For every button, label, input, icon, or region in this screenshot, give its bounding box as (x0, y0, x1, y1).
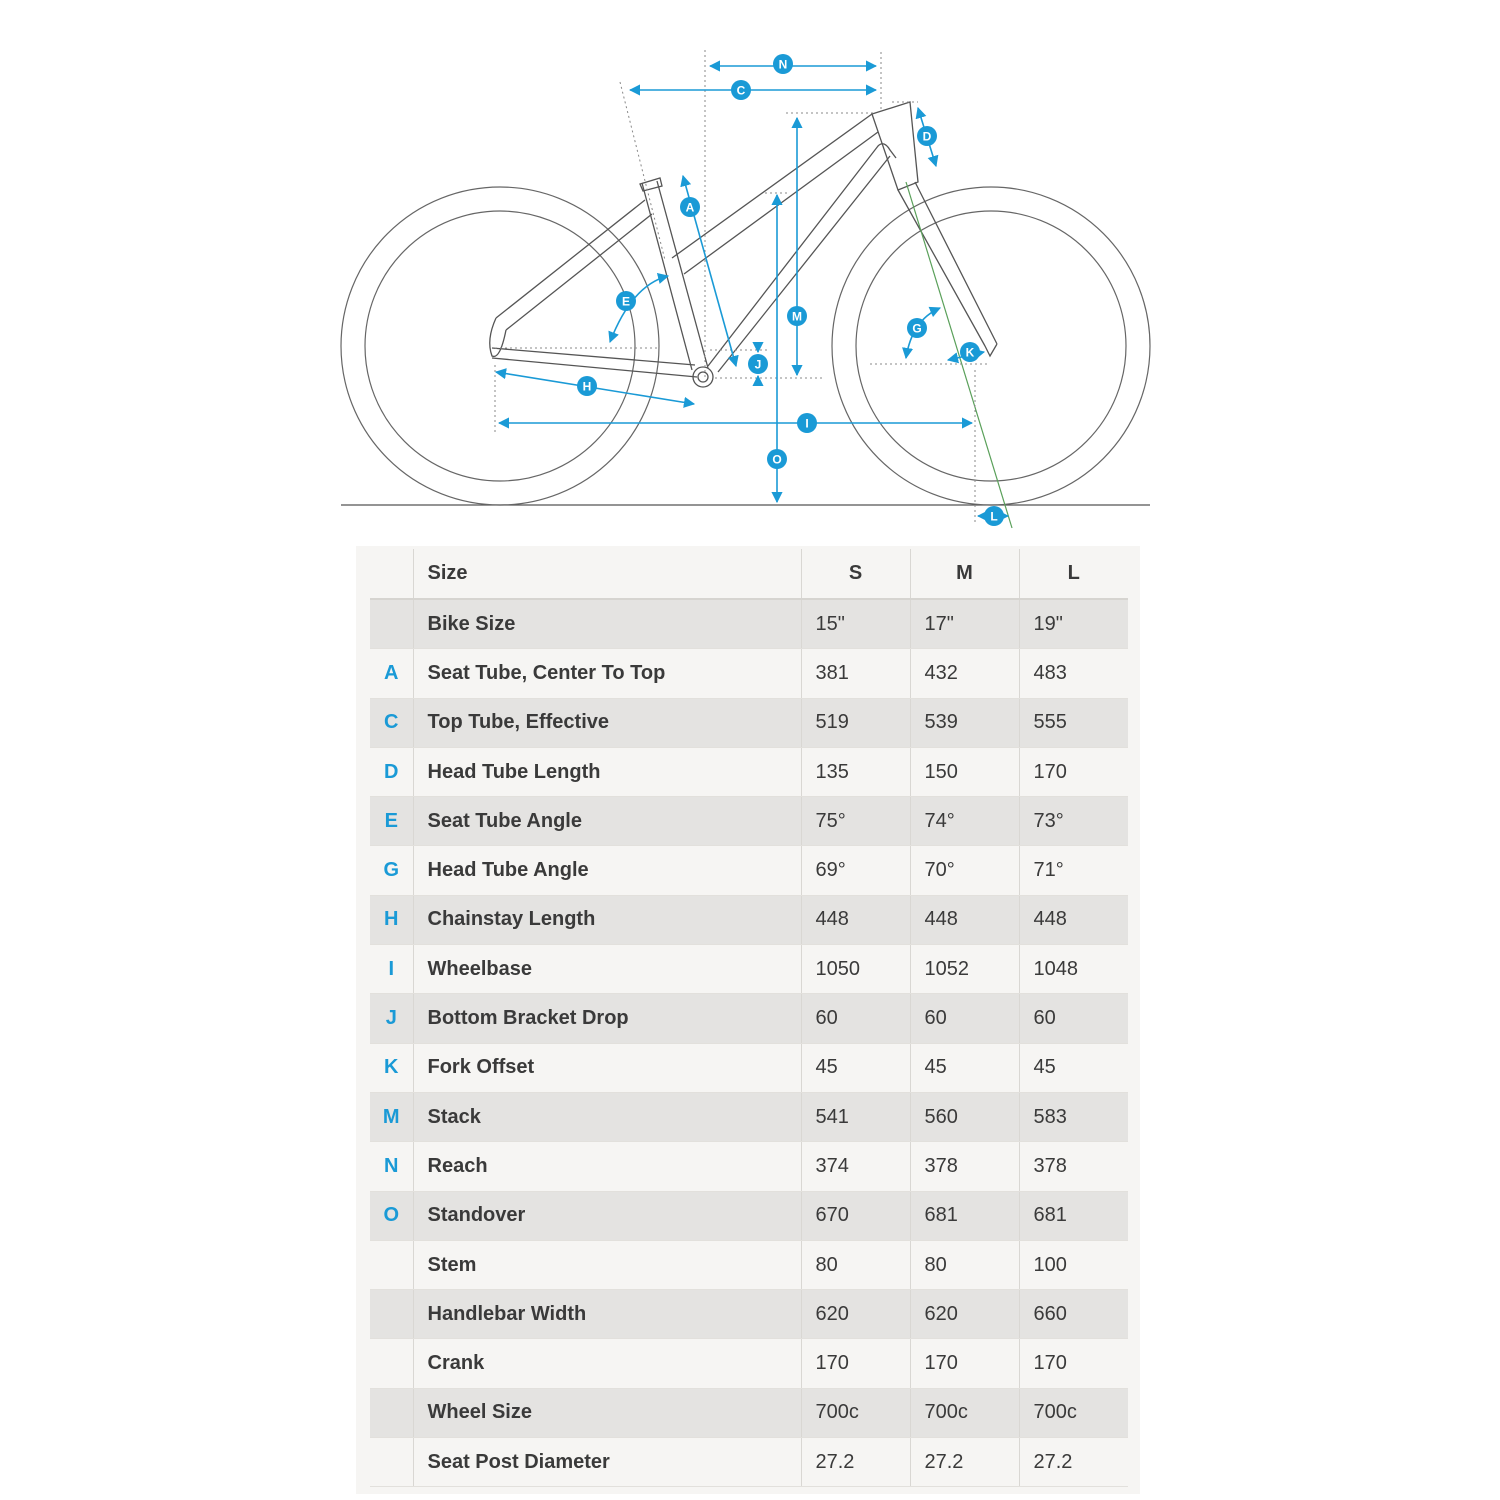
row-value-s: 80 (801, 1240, 910, 1289)
row-value-l: 583 (1019, 1092, 1128, 1141)
front-wheel (832, 187, 1150, 505)
row-letter: E (370, 797, 413, 846)
header-l: L (1019, 549, 1128, 599)
row-value-s: 45 (801, 1043, 910, 1092)
table-row (370, 1092, 1128, 1141)
table-row (370, 1142, 1128, 1191)
row-value-l: 100 (1019, 1240, 1128, 1289)
row-value-l: 448 (1019, 895, 1128, 944)
table-row (370, 698, 1128, 747)
row-value-m: 432 (910, 649, 1019, 698)
row-name: Bottom Bracket Drop (413, 994, 801, 1043)
label-H (577, 376, 597, 396)
row-value-l: 1048 (1019, 945, 1128, 994)
row-value-m: 448 (910, 895, 1019, 944)
row-name: Seat Tube, Center To Top (413, 649, 801, 698)
row-value-m: 45 (910, 1043, 1019, 1092)
header-size: Size (413, 549, 801, 599)
label-A (680, 197, 700, 217)
table-row (370, 1290, 1128, 1339)
bike-geometry-diagram (0, 0, 1500, 540)
row-name: Seat Post Diameter (413, 1438, 801, 1487)
geometry-table (370, 549, 1128, 1487)
label-J (748, 354, 768, 374)
row-letter: I (370, 945, 413, 994)
row-value-l: 170 (1019, 747, 1128, 796)
row-value-l: 19" (1019, 599, 1128, 649)
header-m: M (910, 549, 1019, 599)
svg-text:C: C (736, 83, 746, 98)
row-value-l: 700c (1019, 1388, 1128, 1437)
row-letter (370, 1388, 413, 1437)
row-name: Head Tube Angle (413, 846, 801, 895)
row-letter: G (370, 846, 413, 895)
row-value-s: 1050 (801, 945, 910, 994)
steering-axis-line (906, 182, 1012, 528)
row-letter (370, 1240, 413, 1289)
row-value-s: 75° (801, 797, 910, 846)
row-letter: K (370, 1043, 413, 1092)
row-letter (370, 1438, 413, 1487)
row-letter (370, 1290, 413, 1339)
table-row (370, 1438, 1128, 1487)
row-letter (370, 599, 413, 649)
table-row (370, 599, 1128, 649)
row-value-m: 700c (910, 1388, 1019, 1437)
row-letter: H (370, 895, 413, 944)
label-D (917, 126, 937, 146)
row-name: Seat Tube Angle (413, 797, 801, 846)
row-name: Reach (413, 1142, 801, 1191)
label-L (984, 506, 1004, 526)
table-row (370, 797, 1128, 846)
row-name: Handlebar Width (413, 1290, 801, 1339)
row-value-s: 620 (801, 1290, 910, 1339)
svg-text:A: A (685, 200, 695, 215)
row-value-l: 27.2 (1019, 1438, 1128, 1487)
rear-wheel (341, 187, 659, 505)
row-value-s: 448 (801, 895, 910, 944)
row-value-m: 170 (910, 1339, 1019, 1388)
row-value-l: 71° (1019, 846, 1128, 895)
row-value-s: 135 (801, 747, 910, 796)
row-value-s: 381 (801, 649, 910, 698)
svg-text:D: D (922, 129, 932, 144)
row-value-s: 27.2 (801, 1438, 910, 1487)
row-letter: D (370, 747, 413, 796)
row-value-s: 541 (801, 1092, 910, 1141)
row-name: Crank (413, 1339, 801, 1388)
row-value-m: 74° (910, 797, 1019, 846)
row-value-s: 15" (801, 599, 910, 649)
row-letter: O (370, 1191, 413, 1240)
table-row (370, 1191, 1128, 1240)
row-value-m: 539 (910, 698, 1019, 747)
label-K (960, 342, 980, 362)
table-row (370, 945, 1128, 994)
row-value-s: 374 (801, 1142, 910, 1191)
row-value-l: 45 (1019, 1043, 1128, 1092)
row-value-l: 378 (1019, 1142, 1128, 1191)
row-value-m: 27.2 (910, 1438, 1019, 1487)
row-name: Stem (413, 1240, 801, 1289)
row-value-l: 660 (1019, 1290, 1128, 1339)
row-value-m: 150 (910, 747, 1019, 796)
row-value-s: 700c (801, 1388, 910, 1437)
svg-text:L: L (990, 509, 998, 524)
row-value-l: 681 (1019, 1191, 1128, 1240)
svg-text:J: J (754, 357, 762, 372)
row-name: Stack (413, 1092, 801, 1141)
header-letter-cell (370, 549, 413, 599)
table-row (370, 1388, 1128, 1437)
row-value-m: 17" (910, 599, 1019, 649)
row-name: Bike Size (413, 599, 801, 649)
row-name: Fork Offset (413, 1043, 801, 1092)
label-E (616, 291, 636, 311)
svg-text:H: H (582, 379, 592, 394)
svg-text:N: N (778, 57, 788, 72)
svg-text:E: E (621, 294, 631, 309)
row-value-l: 170 (1019, 1339, 1128, 1388)
table-row (370, 1240, 1128, 1289)
label-C (731, 80, 751, 100)
table-row (370, 846, 1128, 895)
svg-text:O: O (772, 452, 782, 467)
row-name: Head Tube Length (413, 747, 801, 796)
row-value-m: 378 (910, 1142, 1019, 1191)
row-value-m: 60 (910, 994, 1019, 1043)
table-row (370, 1339, 1128, 1388)
row-letter: J (370, 994, 413, 1043)
svg-text:K: K (965, 345, 975, 360)
label-O (767, 449, 787, 469)
row-value-l: 73° (1019, 797, 1128, 846)
row-name: Wheelbase (413, 945, 801, 994)
svg-text:I: I (805, 416, 809, 431)
table-row (370, 994, 1128, 1043)
row-value-s: 670 (801, 1191, 910, 1240)
row-name: Top Tube, Effective (413, 698, 801, 747)
row-letter: N (370, 1142, 413, 1191)
table-row (370, 895, 1128, 944)
bike-frame (490, 102, 997, 387)
row-value-l: 555 (1019, 698, 1128, 747)
row-value-s: 69° (801, 846, 910, 895)
table-row (370, 1043, 1128, 1092)
row-value-s: 170 (801, 1339, 910, 1388)
table-header-row (370, 549, 1128, 599)
svg-text:M: M (792, 309, 802, 324)
row-value-s: 519 (801, 698, 910, 747)
row-name: Standover (413, 1191, 801, 1240)
row-value-m: 620 (910, 1290, 1019, 1339)
reference-lines (495, 50, 990, 525)
row-value-m: 1052 (910, 945, 1019, 994)
svg-text:G: G (912, 321, 922, 336)
row-value-m: 560 (910, 1092, 1019, 1141)
label-M (787, 306, 807, 326)
table-row (370, 747, 1128, 796)
row-value-m: 70° (910, 846, 1019, 895)
row-value-s: 60 (801, 994, 910, 1043)
row-name: Wheel Size (413, 1388, 801, 1437)
row-letter: M (370, 1092, 413, 1141)
table-row (370, 649, 1128, 698)
label-I (797, 413, 817, 433)
row-letter: C (370, 698, 413, 747)
geometry-table-panel (356, 546, 1140, 1494)
row-value-m: 80 (910, 1240, 1019, 1289)
row-value-m: 681 (910, 1191, 1019, 1240)
row-letter: A (370, 649, 413, 698)
row-name: Chainstay Length (413, 895, 801, 944)
row-letter (370, 1339, 413, 1388)
label-N (773, 54, 793, 74)
header-s: S (801, 549, 910, 599)
row-value-l: 60 (1019, 994, 1128, 1043)
label-G (907, 318, 927, 338)
row-value-l: 483 (1019, 649, 1128, 698)
